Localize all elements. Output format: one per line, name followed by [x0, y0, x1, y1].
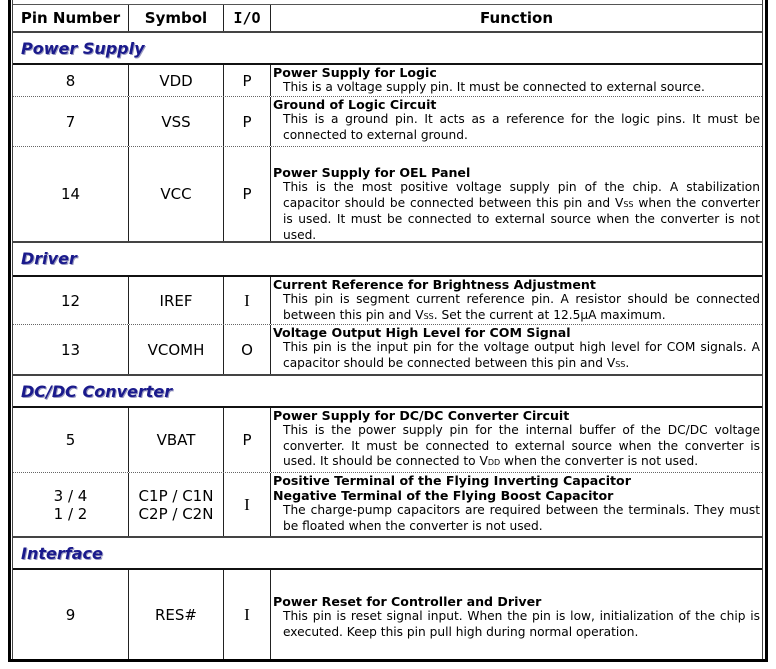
function-title: Ground of Logic Circuit [273, 97, 437, 112]
pin-symbol: VCC [128, 147, 223, 241]
pin-symbol: RES# [128, 570, 223, 659]
pin-number: 12 [60, 291, 81, 310]
function-description: This pin is reset signal input. When the pin is low, initialization of the chip is executed. Keep this pin pull high during normal operation. [283, 609, 760, 639]
section-dcdc-converter [13, 376, 762, 408]
function-title: Power Supply for DC/DC Converter Circuit [273, 408, 570, 423]
header-symbol: Symbol [128, 5, 223, 31]
pin-number: 14 [60, 185, 81, 203]
pin-number-line: 3 / 4 [53, 486, 88, 505]
section-title: Driver [21, 249, 77, 268]
function-title: Positive Terminal of the Flying Inverting Capacitor [273, 473, 631, 488]
function-title: Voltage Output High Level for COM Signal [273, 325, 571, 340]
table-frame-right [765, 0, 768, 662]
pin-io: I [223, 473, 270, 536]
pin-symbol [128, 473, 223, 536]
subscript: SS [423, 311, 434, 321]
table-row [13, 325, 762, 376]
description-text: . Set the current at 12.5µA maximum. [433, 307, 666, 322]
pin-symbol: VSS [128, 97, 223, 146]
subscript: SS [623, 199, 634, 209]
description-text: This pin is segment current reference pin. A resistor should be connected between this pin and V [283, 292, 760, 322]
function-description: This is a ground pin. It acts as a reference for the logic pins. It must be connected to external ground. [283, 112, 760, 142]
function-description [273, 423, 762, 471]
pin-function [270, 408, 762, 472]
header-pin-number: Pin Number [20, 9, 121, 27]
pin-io: P [223, 97, 270, 146]
pin-function [270, 65, 762, 96]
table-row [13, 473, 762, 538]
function-title: Power Reset for Controller and Driver [273, 594, 542, 609]
section-interface [13, 538, 762, 570]
function-title: Power Supply for OEL Panel [273, 165, 471, 180]
function-title: Current Reference for Brightness Adjustment [273, 277, 596, 292]
pin-function [270, 147, 762, 241]
pin-symbol-line: C1P / C1N [138, 486, 214, 505]
section-driver [13, 243, 762, 277]
function-description: The charge-pump capacitors are required between the terminals. They must be floated when the converter is not used. [283, 503, 760, 533]
section-power-supply [13, 33, 762, 65]
section-title: Interface [21, 544, 103, 563]
pin-function [270, 97, 762, 146]
section-title: Power Supply [21, 39, 145, 58]
pin-io: I [223, 570, 270, 659]
function-description: This is a voltage supply pin. It must be connected to external source. [283, 80, 705, 94]
pin-symbol: VCOMH [128, 325, 223, 374]
description-text: when the converter is not used. [500, 454, 699, 468]
pin-io: I [223, 277, 270, 324]
table-row [13, 408, 762, 473]
header-io: I/O [223, 5, 270, 31]
description-text: This is the power supply pin for the internal buffer of the DC/DC voltage converter. It must be connected to external source when the converter is used. It should be connected to V [283, 423, 760, 468]
subscript: SS [615, 359, 626, 369]
pin-io: O [223, 325, 270, 374]
pin-symbol: VDD [128, 65, 223, 96]
pin-symbol: VBAT [128, 408, 223, 472]
pin-io: P [223, 408, 270, 472]
table-row [13, 277, 762, 325]
table-row [13, 147, 762, 243]
pin-number-line: 1 / 2 [53, 504, 88, 523]
pin-number [13, 473, 128, 536]
table-frame-right-inner [762, 0, 763, 660]
description-text: . [625, 355, 630, 370]
section-title: DC/DC Converter [21, 382, 173, 401]
table-frame-left [8, 0, 11, 662]
pin-function [270, 325, 762, 374]
pin-number: 8 [65, 71, 76, 90]
description-text: This pin is the input pin for the voltage output high level for COM signals. A capacitor should be connected between this pin and V [283, 340, 760, 370]
table-header [13, 4, 762, 33]
pin-io: P [223, 65, 270, 96]
table-row [13, 97, 762, 147]
pin-function [270, 473, 762, 536]
pin-io: P [223, 147, 270, 241]
table-frame-bottom [8, 659, 768, 662]
pin-number: 13 [60, 340, 81, 359]
pin-symbol: IREF [128, 277, 223, 324]
pin-number: 5 [65, 431, 76, 449]
function-title: Power Supply for Logic [273, 65, 437, 80]
function-description [273, 340, 762, 372]
pin-symbol-line: C2P / C2N [138, 504, 214, 523]
table-row [13, 570, 762, 659]
function-title: Negative Terminal of the Flying Boost Capacitor [273, 488, 614, 503]
description-text: when the converter is used. It must be connected to external source when the converter is not used. [283, 195, 760, 242]
pin-number: 7 [65, 112, 76, 131]
pin-function [270, 277, 762, 324]
header-function: Function [270, 5, 762, 31]
pin-number: 9 [65, 605, 76, 624]
table-row [13, 65, 762, 97]
description-text: This is the most positive voltage supply pin of the chip. A stabilization capacitor should be connected between this pin and V [283, 180, 760, 210]
function-description [273, 180, 762, 243]
subscript: DD [487, 458, 501, 467]
pin-function [270, 570, 762, 659]
function-description [273, 292, 762, 324]
